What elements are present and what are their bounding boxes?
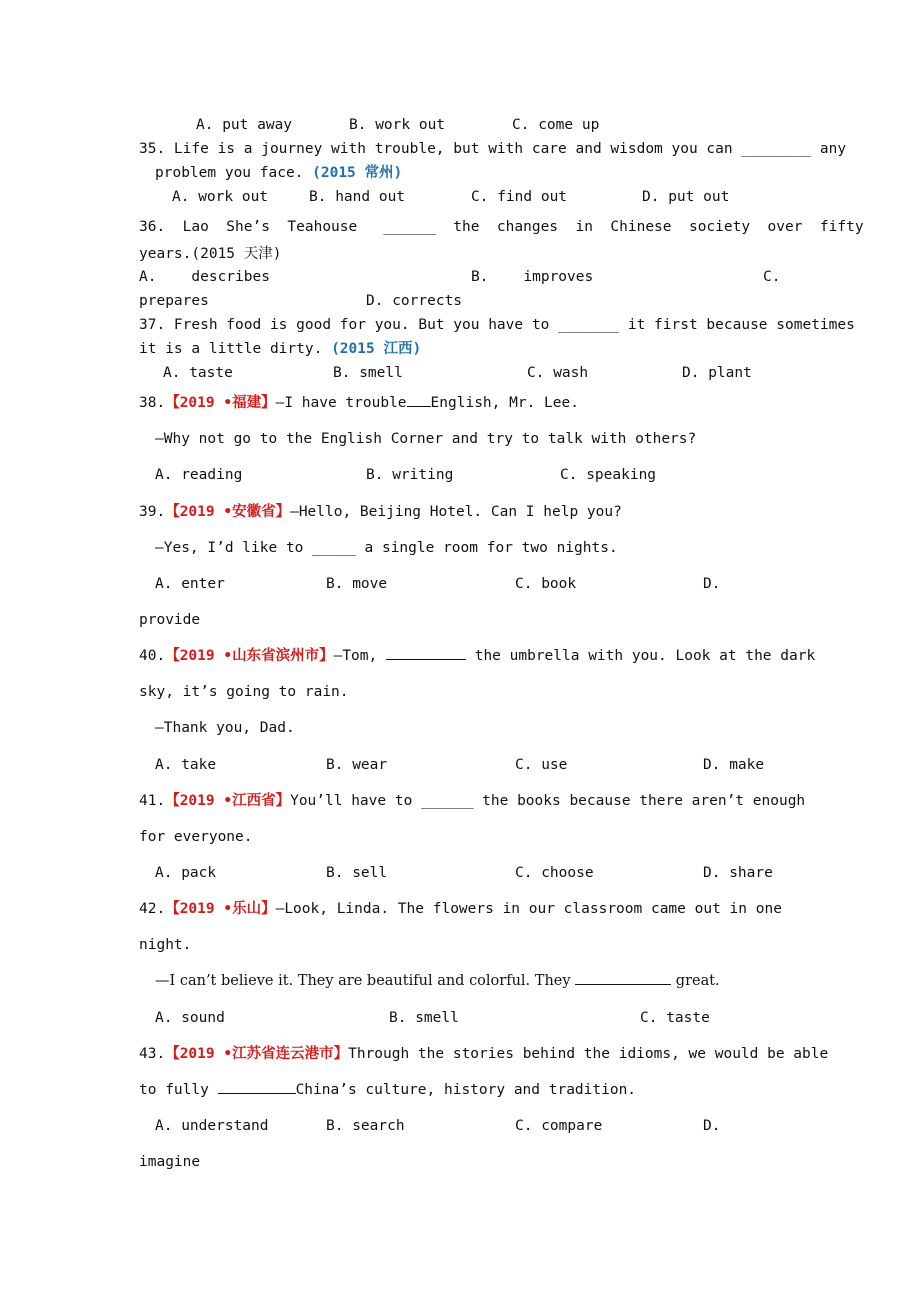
q43-option-a: A. understand <box>155 1118 269 1134</box>
q40-line3: —Thank you, Dad. <box>155 720 295 736</box>
q40-source: 【2019 •山东省滨州市】 <box>165 648 334 664</box>
q42-text: —Look, Linda. The flowers in our classroom came out in one <box>275 901 782 917</box>
q41-option-b: B. sell <box>326 865 388 881</box>
q36-option-a: A. describes <box>139 269 270 285</box>
q42-option-c: C. taste <box>640 1010 710 1026</box>
q43-blank <box>218 1081 296 1094</box>
q38-blank <box>407 394 431 407</box>
q43-text: Through the stories behind the idioms, we would be able <box>348 1046 829 1062</box>
q35-line2 <box>155 164 402 182</box>
q42-line2: night. <box>139 937 192 953</box>
q43-text-b: China’s culture, history and tradition. <box>295 1082 637 1098</box>
q42-line3 <box>155 972 720 990</box>
q41-option-a: A. pack <box>155 865 217 881</box>
q43-option-d: D. <box>703 1118 721 1134</box>
q37-text: it is a little dirty. <box>139 341 323 357</box>
q39-line2: —Yes, I’d like to _____ a single room for two nights. <box>155 540 618 556</box>
q36-line1: 36. Lao She’s Teahouse ______ the changes in Chinese society over fifty <box>139 219 864 235</box>
q43-line2 <box>139 1081 636 1099</box>
q43-line1 <box>139 1045 828 1063</box>
q36-option-c: C. <box>763 269 781 285</box>
q36-option-b: B. improves <box>471 269 594 285</box>
q40-text-a: —Tom, <box>333 648 386 664</box>
q42-number: 42. <box>139 901 166 917</box>
q35-option-c: C. find out <box>471 189 568 205</box>
q38-line1 <box>139 394 579 412</box>
q38-option-a: A. reading <box>155 467 243 483</box>
q37-option-d: D. plant <box>682 365 752 381</box>
q42-option-b: B. smell <box>389 1010 459 1026</box>
q37-option-a: A. taste <box>163 365 233 381</box>
q39-option-c: C. book <box>515 576 577 592</box>
q43-option-c: C. compare <box>515 1118 603 1134</box>
q39-option-d-text: provide <box>139 612 201 628</box>
q40-line2: sky, it’s going to rain. <box>139 684 349 700</box>
q41-line2: for everyone. <box>139 829 253 845</box>
q41-source: 【2019 •江西省】 <box>165 793 291 809</box>
q40-number: 40. <box>139 648 166 664</box>
q42-line1 <box>139 900 782 918</box>
q40-text-b: the umbrella with you. Look at the dark <box>465 648 816 664</box>
q41-text: You’ll have to ______ the books because there aren’t enough <box>290 793 806 809</box>
q41-number: 41. <box>139 793 166 809</box>
q41-line1 <box>139 792 805 810</box>
q38-text-a: —I have trouble <box>275 395 407 411</box>
q35-line1: 35. Life is a journey with trouble, but with care and wisdom you can ________ any <box>139 141 847 157</box>
q40-option-a: A. take <box>155 757 217 773</box>
q37-option-c: C. wash <box>527 365 589 381</box>
q37-option-b: B. smell <box>333 365 403 381</box>
q34-option-b: B. work out <box>349 117 446 133</box>
q40-line1 <box>139 647 815 665</box>
q35-option-b: B. hand out <box>309 189 406 205</box>
q42-blank <box>575 972 671 985</box>
q42-line3-text-a: —I can’t believe it. They are beautiful and colorful. They <box>155 973 576 989</box>
q43-number: 43. <box>139 1046 166 1062</box>
q36-option-c-text: prepares <box>139 293 209 309</box>
q35-text: problem you face. <box>155 165 304 181</box>
q35-option-a: A. work out <box>172 189 269 205</box>
q43-source: 【2019 •江苏省连云港市】 <box>165 1046 349 1062</box>
q42-source: 【2019 •乐山】 <box>165 901 276 917</box>
q43-option-b: B. search <box>326 1118 405 1134</box>
q42-line3-text-b: great. <box>671 973 720 989</box>
q38-option-b: B. writing <box>366 467 454 483</box>
q40-option-c: C. use <box>515 757 568 773</box>
q36-option-d: D. corrects <box>366 293 463 309</box>
q38-text-b: English, Mr. Lee. <box>430 395 579 411</box>
q34-option-c: C. come up <box>512 117 600 133</box>
q35-source: (2015 常州) <box>312 165 403 181</box>
q43-text-a: to fully <box>139 1082 218 1098</box>
q39-option-b: B. move <box>326 576 388 592</box>
q39-line1 <box>139 503 622 521</box>
q43-option-d-text: imagine <box>139 1154 201 1170</box>
q41-option-d: D. share <box>703 865 773 881</box>
q36-line2: years.(2015 天津) <box>139 246 282 262</box>
q37-line2 <box>139 340 421 358</box>
q39-number: 39. <box>139 504 166 520</box>
q39-text: —Hello, Beijing Hotel. Can I help you? <box>290 504 622 520</box>
q40-blank <box>386 647 466 660</box>
q38-line2: —Why not go to the English Corner and try to talk with others? <box>155 431 697 447</box>
q35-option-d: D. put out <box>642 189 730 205</box>
q38-source: 【2019 •福建】 <box>165 395 276 411</box>
q37-line1: 37. Fresh food is good for you. But you have to _______ it first because sometimes <box>139 317 855 333</box>
q38-number: 38. <box>139 395 166 411</box>
q34-option-a: A. put away <box>196 117 293 133</box>
q39-source: 【2019 •安徽省】 <box>165 504 291 520</box>
q42-option-a: A. sound <box>155 1010 225 1026</box>
q40-option-d: D. make <box>703 757 765 773</box>
q38-option-c: C. speaking <box>560 467 657 483</box>
q41-option-c: C. choose <box>515 865 594 881</box>
q39-option-a: A. enter <box>155 576 225 592</box>
q39-option-d: D. <box>703 576 721 592</box>
q40-option-b: B. wear <box>326 757 388 773</box>
q37-source: (2015 江西) <box>331 341 422 357</box>
